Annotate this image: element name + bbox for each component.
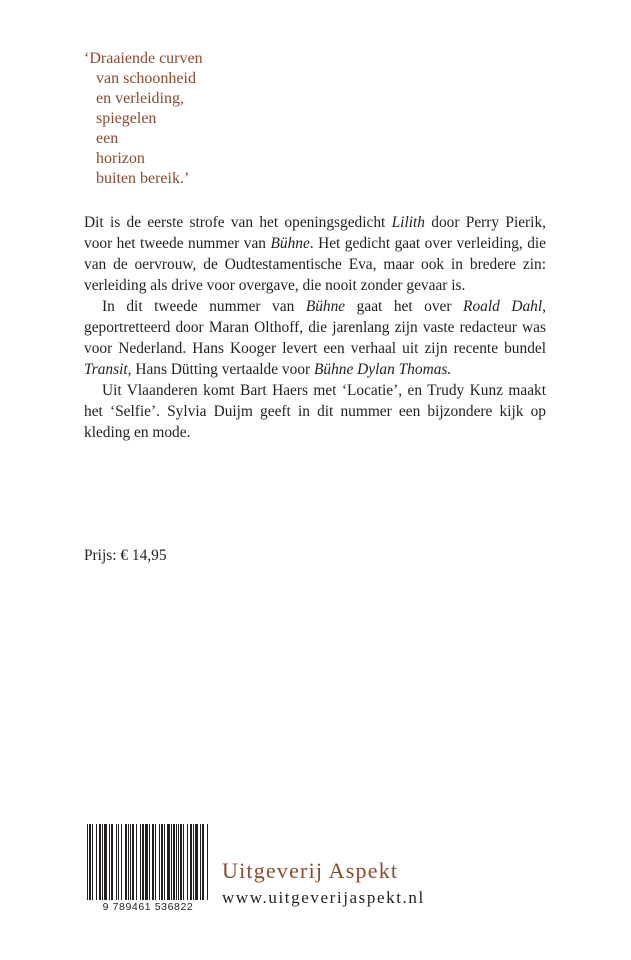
publisher-name: Uitgeverij Aspekt: [222, 858, 399, 883]
p2-text-2: gaat het over: [345, 298, 464, 315]
p2-title-transit: Transit: [84, 361, 128, 378]
p2-text-1: In dit tweede nummer van: [102, 298, 306, 315]
price-label: Prijs: € 14,95: [84, 547, 167, 564]
paragraph-3: [84, 380, 546, 443]
poem-line-5: een: [96, 130, 119, 147]
poem-line-7: buiten bereik.’: [96, 170, 190, 187]
blurb-text: [84, 212, 546, 443]
poem-line-2: van schoonheid: [96, 70, 196, 87]
publisher-website[interactable]: www.uitgeverijaspekt.nl: [222, 888, 425, 907]
p1-text-2: door Perry Pierik, voor het tweede nummer van: [84, 214, 546, 252]
p3-text-1: Uit Vlaanderen komt Bart Haers met ‘Locatie’, en Trudy Kunz maakt het ‘Selfie’. Sylvia Duijm geeft in dit nummer een bijzondere kijk op kleding en mode.: [84, 382, 546, 441]
p2-text-4: , Hans Dütting vertaalde voor: [127, 361, 314, 378]
p2-name-roald-dahl: Roald Dahl,: [463, 298, 546, 315]
isbn-barcode: [85, 824, 211, 914]
p2-name-dylan-thomas: Bühne Dylan Thomas.: [314, 361, 452, 378]
p1-text-1: Dit is de eerste strofe van het openingsgedicht: [84, 214, 392, 231]
p1-text-3: . Het gedicht gaat over verleiding, die van de oervrouw, de Oudtestamentische Eva, maar ook in bredere zin: verleiding als drive voor overgave, die nooit zonder gevaar is.: [84, 235, 547, 294]
opening-poem: [84, 49, 203, 189]
p2-text-3: geportretteerd door Maran Olthoff, die jarenlang zijn vaste redacteur was voor Nederland. Hans Kooger levert een verhaal uit zijn recente bundel: [84, 319, 546, 357]
poem-line-4: spiegelen: [96, 110, 157, 127]
paragraph-2: [84, 296, 546, 380]
p2-title-buhne: Bühne: [305, 298, 346, 315]
isbn-number: 9 789461 536822: [85, 900, 211, 914]
poem-line-3: en verleiding,: [96, 90, 184, 107]
poem-line-1: ‘Draaiende curven: [84, 50, 203, 67]
p1-title-lilith: Lilith: [391, 214, 425, 231]
paragraph-1: [84, 212, 546, 296]
p1-title-buhne: Bühne: [270, 235, 310, 252]
poem-line-6: horizon: [96, 150, 145, 167]
